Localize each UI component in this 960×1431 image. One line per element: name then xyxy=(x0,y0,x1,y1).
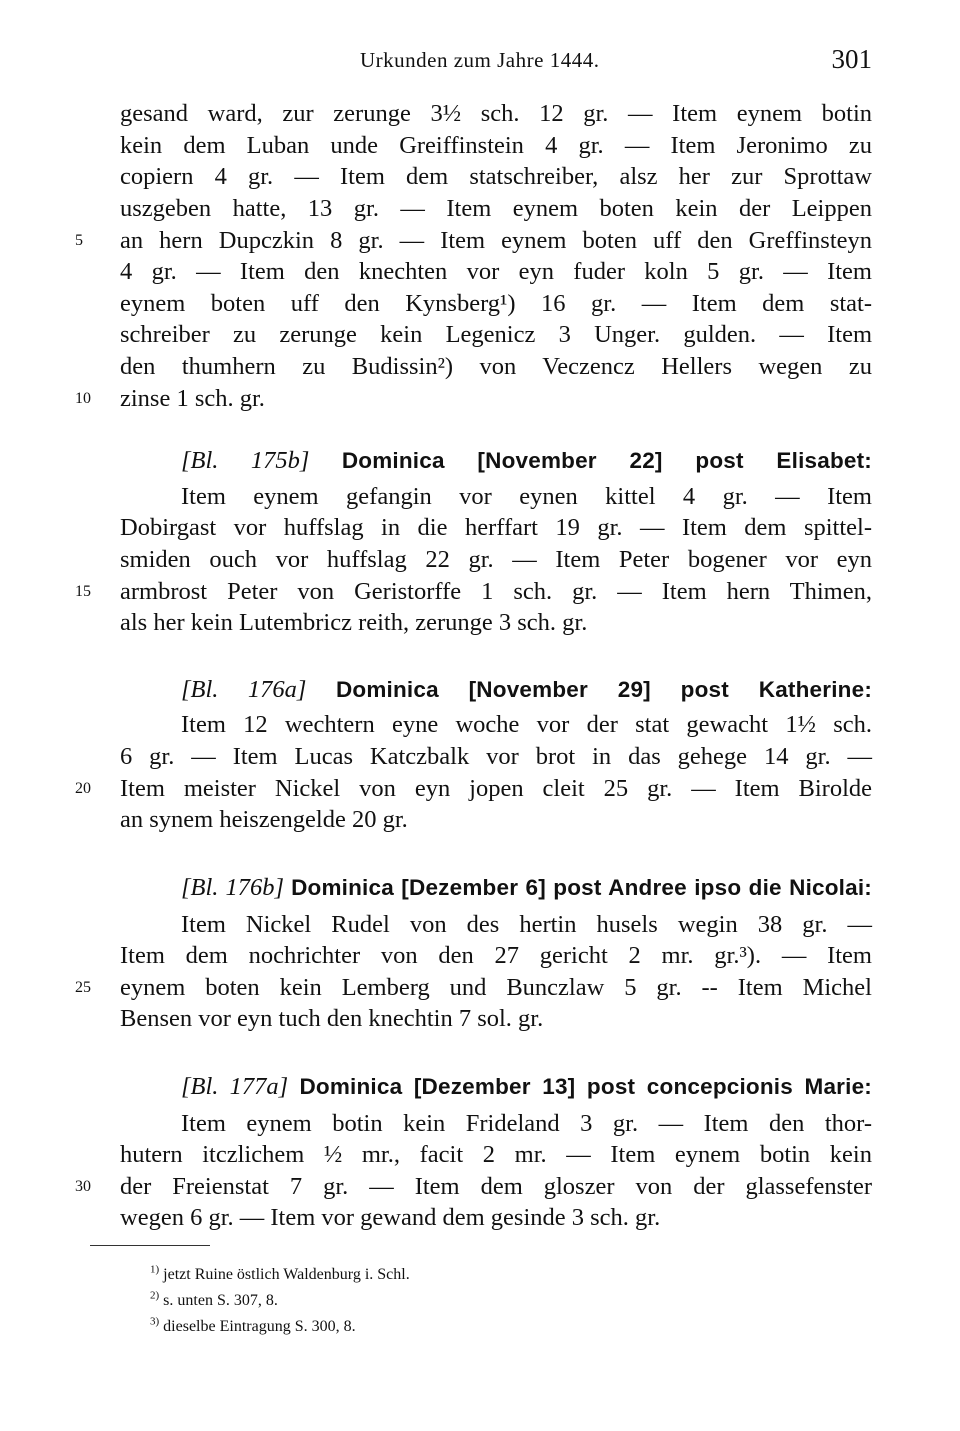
footnote-mark: 1) xyxy=(150,1263,160,1276)
page-header xyxy=(120,44,872,84)
text-line: armbrost Peter von Geristorffe 1 sch. gr. — Item hern Thimen, xyxy=(120,578,872,605)
folio-reference: [Bl. 175b] xyxy=(181,447,310,474)
section-heading xyxy=(181,444,872,478)
text-line: uszgeben hatte, 13 gr. — Item eynem boten kein der Leippen xyxy=(120,195,872,222)
text-line: copiern 4 gr. — Item dem statschreiber, alsz her zur Sprottaw xyxy=(120,163,872,190)
text-line: gesand ward, zur zerunge 3½ sch. 12 gr. — Item eynem botin xyxy=(120,100,872,127)
text-line: Item 12 wechtern eyne woche vor der stat gewacht 1½ sch. xyxy=(181,711,872,738)
text-line: Item Nickel Rudel von des hertin husels wegin 38 gr. — xyxy=(181,911,872,938)
text-line: kein dem Luban unde Greiffinstein 4 gr. — Item Jeronimo zu xyxy=(120,132,872,159)
text-line: zinse 1 sch. gr. xyxy=(120,385,265,412)
footnote-mark: 3) xyxy=(150,1315,160,1328)
text-line: wegen 6 gr. — Item vor gewand dem gesinde 3 sch. gr. xyxy=(120,1204,661,1231)
section-heading xyxy=(181,871,872,905)
line-number: 5 xyxy=(75,232,83,249)
footnote xyxy=(150,1288,278,1314)
folio-reference: [Bl. 176b] xyxy=(181,874,285,901)
line-number: 10 xyxy=(75,390,91,407)
text-line: an synem heiszengelde 20 gr. xyxy=(120,806,408,833)
footnote xyxy=(150,1262,410,1288)
section-heading xyxy=(181,673,872,707)
line-number: 25 xyxy=(75,979,91,996)
folio-reference: [Bl. 176a] xyxy=(181,676,307,703)
text-line: Item meister Nickel von eyn jopen cleit 25 gr. — Item Birolde xyxy=(120,775,872,802)
text-line: Item eynem gefangin vor eynen kittel 4 gr. — Item xyxy=(181,483,872,510)
text-line: Bensen vor eyn tuch den knechtin 7 sol. gr. xyxy=(120,1005,544,1032)
text-line: an hern Dupczkin 8 gr. — Item eynem boten uff den Greffinsteyn xyxy=(120,227,872,254)
heading-text: Dominica [November 29] post Katherine: xyxy=(335,677,873,702)
text-line: Item dem nochrichter von den 27 gericht 2 mr. gr.³). — Item xyxy=(120,942,872,969)
text-line: hutern itczlichem ½ mr., facit 2 mr. — Item eynem botin kein xyxy=(120,1141,872,1168)
text-line: der Freienstat 7 gr. — Item dem gloszer von der glassefenster xyxy=(120,1173,872,1200)
line-number: 20 xyxy=(75,780,91,797)
text-line: smiden ouch vor huffslag 22 gr. — Item Peter bogener vor eyn xyxy=(120,546,872,573)
text-line: eynem boten kein Lemberg und Bunczlaw 5 gr. -- Item Michel xyxy=(120,974,872,1001)
footnote-text: s. unten S. 307, 8. xyxy=(163,1292,278,1309)
text-line: eynem boten uff den Kynsberg¹) 16 gr. — Item dem stat- xyxy=(120,290,872,317)
footnote-text: jetzt Ruine östlich Waldenburg i. Schl. xyxy=(163,1266,410,1283)
footnote-mark: 2) xyxy=(150,1289,160,1302)
folio-reference: [Bl. 177a] xyxy=(181,1073,289,1100)
running-title: Urkunden zum Jahre 1444. xyxy=(360,48,600,72)
footnote-rule xyxy=(90,1245,210,1246)
page-number: 301 xyxy=(831,44,872,74)
line-number: 15 xyxy=(75,583,91,600)
text-line: den thumhern zu Budissin²) von Veczencz Hellers wegen zu xyxy=(120,353,872,380)
footnote xyxy=(150,1314,356,1340)
text-line: Item eynem botin kein Frideland 3 gr. — Item den thor- xyxy=(181,1110,872,1137)
heading-text: Dominica [Dezember 6] post Andree ipso die Nicolai: xyxy=(291,875,872,900)
footnote-text: dieselbe Eintragung S. 300, 8. xyxy=(163,1318,356,1335)
section-heading xyxy=(181,1070,872,1104)
text-line: 6 gr. — Item Lucas Katczbalk vor brot in das gehege 14 gr. — xyxy=(120,743,872,770)
text-line: schreiber zu zerunge kein Legenicz 3 Unger. gulden. — Item xyxy=(120,321,872,348)
heading-text: Dominica [Dezember 13] post concepcionis Marie: xyxy=(299,1074,872,1099)
text-line: 4 gr. — Item den knechten vor eyn fuder koln 5 gr. — Item xyxy=(120,258,872,285)
text-line: Dobirgast vor huffslag in die herffart 19 gr. — Item dem spittel- xyxy=(120,514,872,541)
heading-text: Dominica [November 22] post Elisabet: xyxy=(341,448,872,473)
line-number: 30 xyxy=(75,1178,91,1195)
text-line: als her kein Lutembricz reith, zerunge 3 sch. gr. xyxy=(120,609,588,636)
